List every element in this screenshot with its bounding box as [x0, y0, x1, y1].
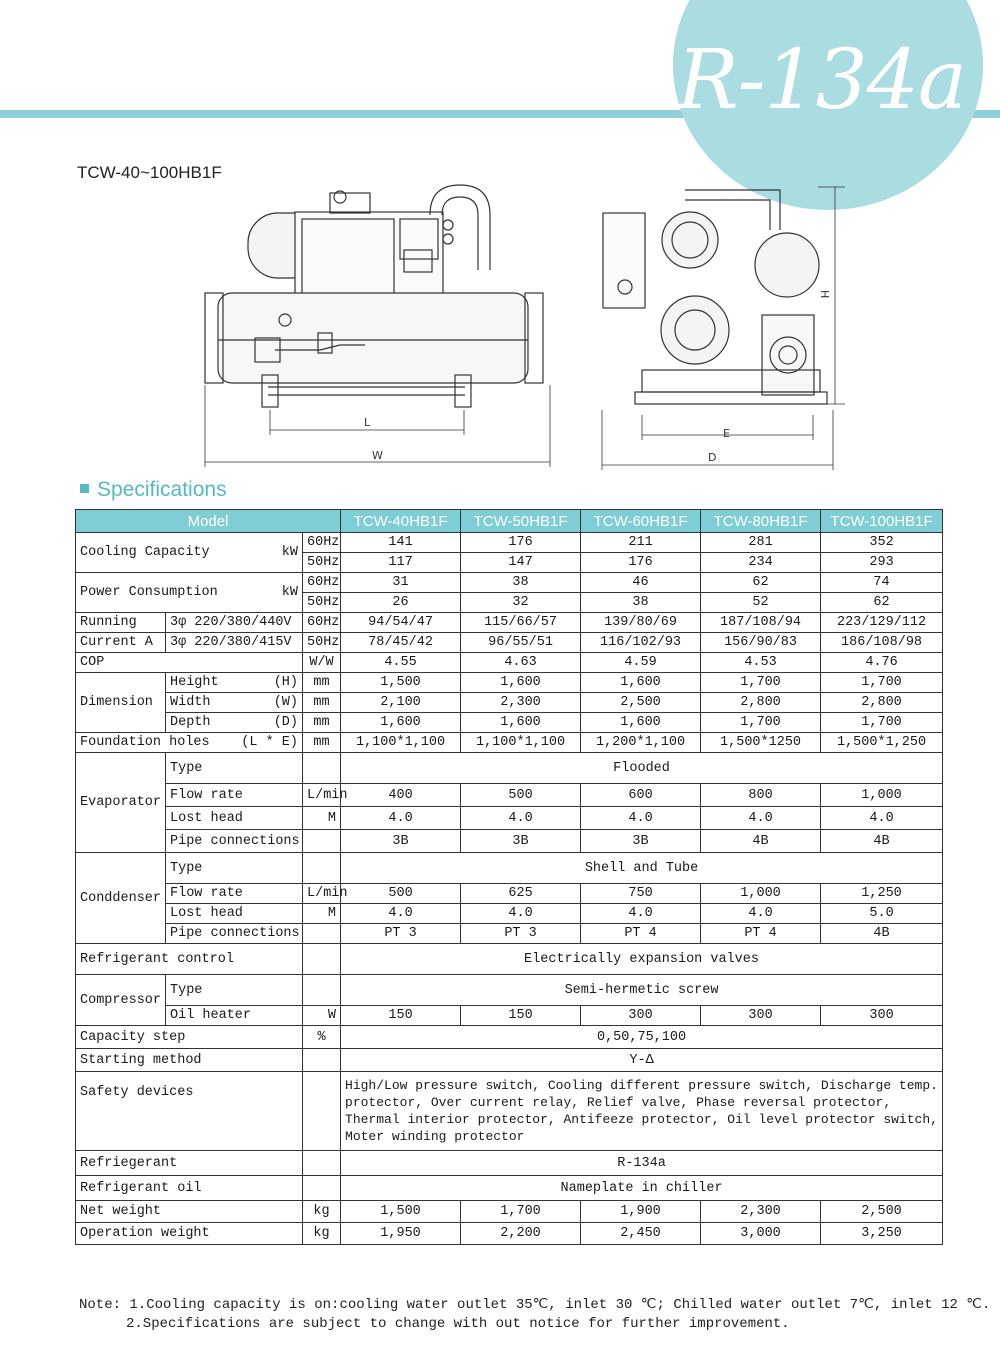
value-cell: 4.63 [461, 653, 581, 673]
unit-cell [303, 853, 341, 884]
value-cell: 1,600 [461, 673, 581, 693]
footnotes [79, 1296, 990, 1334]
value-cell: 141 [341, 533, 461, 553]
table-row [76, 784, 943, 807]
specifications-table [75, 509, 943, 1245]
sub-label: Type [166, 753, 303, 784]
table-row [76, 853, 943, 884]
value-cell: 4.0 [461, 807, 581, 830]
dim-label-h: H [818, 290, 831, 299]
value-cell: 4.59 [581, 653, 701, 673]
value-cell: 4.0 [581, 807, 701, 830]
value-cell: 3,250 [821, 1223, 943, 1245]
value-cell: 1,500 [341, 673, 461, 693]
value-cell: 3,000 [701, 1223, 821, 1245]
value-cell: 1,250 [821, 884, 943, 904]
table-row [76, 1006, 943, 1026]
value-cell: 26 [341, 593, 461, 613]
sub-label: Depth (D) [166, 713, 303, 733]
model-header-cell: TCW-100HB1F [821, 510, 943, 533]
model-header-cell: TCW-50HB1F [461, 510, 581, 533]
row-label: Dimension [76, 673, 166, 733]
value-cell: 500 [461, 784, 581, 807]
value-cell: 115/66/57 [461, 613, 581, 633]
value-cell: 1,600 [341, 713, 461, 733]
value-cell: 1,500*1250 [701, 733, 821, 753]
table-row [76, 1151, 943, 1176]
table-row [76, 884, 943, 904]
frequency-cell: 50Hz [303, 553, 341, 573]
voltage-cell: 3φ 220/380/440V [166, 613, 303, 633]
unit-cell: W/W [303, 653, 341, 673]
merged-value-cell: 0,50,75,100 [341, 1026, 943, 1049]
value-cell: 1,950 [341, 1223, 461, 1245]
value-cell: 2,100 [341, 693, 461, 713]
value-cell: 156/90/83 [701, 633, 821, 653]
value-cell: 3B [581, 830, 701, 853]
value-cell: 94/54/47 [341, 613, 461, 633]
value-cell: PT 3 [341, 924, 461, 944]
unit-cell: L/min [303, 784, 341, 807]
row-label: Compressor [76, 975, 166, 1026]
sub-label: Oil heater [166, 1006, 303, 1026]
row-label: Refriegerant [76, 1151, 303, 1176]
value-cell: 211 [581, 533, 701, 553]
unit-cell: mm [303, 713, 341, 733]
sub-label: Type [166, 975, 303, 1006]
bullet-square-icon [80, 484, 89, 493]
unit-cell: mm [303, 693, 341, 713]
value-cell: 3B [341, 830, 461, 853]
series-title: TCW-40~100HB1F [77, 163, 222, 182]
merged-value-cell: Semi-hermetic screw [341, 975, 943, 1006]
value-cell: 96/55/51 [461, 633, 581, 653]
value-cell: 4.0 [701, 807, 821, 830]
value-cell: 38 [581, 593, 701, 613]
value-cell: 1,200*1,100 [581, 733, 701, 753]
table-row [76, 924, 943, 944]
value-cell: PT 3 [461, 924, 581, 944]
value-cell: 1,500*1,250 [821, 733, 943, 753]
unit-cell [303, 1151, 341, 1176]
unit-cell: M [303, 807, 341, 830]
value-cell: 52 [701, 593, 821, 613]
frequency-cell: 50Hz [303, 593, 341, 613]
value-cell: 2,800 [701, 693, 821, 713]
sub-label: Height (H) [166, 673, 303, 693]
value-cell: 223/129/112 [821, 613, 943, 633]
row-label: Refrigerant control [76, 944, 303, 975]
value-cell: 2,500 [581, 693, 701, 713]
value-cell: 2,300 [461, 693, 581, 713]
value-cell: 2,800 [821, 693, 943, 713]
value-cell: PT 4 [701, 924, 821, 944]
value-cell: 4.0 [341, 904, 461, 924]
row-label: Cooling Capacity kW [76, 533, 303, 573]
value-cell: 1,500 [341, 1201, 461, 1223]
value-cell: 4.0 [341, 807, 461, 830]
row-label: Running [76, 613, 166, 633]
unit-cell: M [303, 904, 341, 924]
dim-label-d: D [708, 451, 717, 464]
safety-devices-text: High/Low pressure switch, Cooling different pressure switch, Discharge temp. protector, Over current relay, Relief valve, Phase reversal protector, Thermal interior protector, Antifeeze protector, Oil level protector switch, Moter winding protector [341, 1072, 943, 1151]
unit-cell: mm [303, 733, 341, 753]
value-cell: 1,700 [701, 673, 821, 693]
unit-cell: kg [303, 1201, 341, 1223]
value-cell: 1,100*1,100 [461, 733, 581, 753]
voltage-cell: 3φ 220/380/415V [166, 633, 303, 653]
table-row [76, 573, 943, 593]
table-row [76, 673, 943, 693]
unit-cell [303, 753, 341, 784]
unit-cell [303, 1176, 341, 1201]
row-label: Refrigerant oil [76, 1176, 303, 1201]
value-cell: 4B [701, 830, 821, 853]
dim-label-l: L [364, 416, 371, 429]
row-label: Net weight [76, 1201, 303, 1223]
value-cell: 4.0 [461, 904, 581, 924]
value-cell: 116/102/93 [581, 633, 701, 653]
value-cell: 750 [581, 884, 701, 904]
frequency-cell: 50Hz [303, 633, 341, 653]
frequency-cell: 60Hz [303, 573, 341, 593]
dim-label-e: E [723, 427, 730, 440]
table-row [76, 713, 943, 733]
value-cell: 600 [581, 784, 701, 807]
value-cell: 1,700 [461, 1201, 581, 1223]
value-cell: 1,100*1,100 [341, 733, 461, 753]
model-header-cell: TCW-80HB1F [701, 510, 821, 533]
value-cell: 4.0 [701, 904, 821, 924]
value-cell: 78/45/42 [341, 633, 461, 653]
unit-cell [303, 924, 341, 944]
table-row [76, 807, 943, 830]
frequency-cell: 60Hz [303, 533, 341, 553]
value-cell: 4.53 [701, 653, 821, 673]
table-row [76, 904, 943, 924]
table-row [76, 1176, 943, 1201]
value-cell: 300 [701, 1006, 821, 1026]
model-header-cell: TCW-60HB1F [581, 510, 701, 533]
value-cell: 38 [461, 573, 581, 593]
value-cell: 46 [581, 573, 701, 593]
value-cell: 4.55 [341, 653, 461, 673]
value-cell: 1,700 [701, 713, 821, 733]
note-line-1: Note: 1.Cooling capacity is on:cooling water outlet 35℃, inlet 30 ℃; Chilled water outlet 7℃, inlet 12 ℃. [79, 1297, 991, 1313]
frequency-cell: 60Hz [303, 613, 341, 633]
value-cell: 281 [701, 533, 821, 553]
merged-value-cell: Flooded [341, 753, 943, 784]
merged-value-cell: Shell and Tube [341, 853, 943, 884]
value-cell: 187/108/94 [701, 613, 821, 633]
value-cell: 4.0 [821, 807, 943, 830]
sub-label: Pipe connections [166, 830, 303, 853]
model-header-cell: TCW-40HB1F [341, 510, 461, 533]
row-label: Operation weight [76, 1223, 303, 1245]
row-label: Power Consumption kW [76, 573, 303, 613]
table-row [76, 653, 943, 673]
table-row [76, 533, 943, 553]
row-label: Capacity step [76, 1026, 303, 1049]
front-view [205, 185, 550, 467]
chiller-drawing [190, 175, 850, 475]
value-cell: 1,600 [581, 673, 701, 693]
sub-label: Pipe connections [166, 924, 303, 944]
value-cell: 2,450 [581, 1223, 701, 1245]
value-cell: 176 [461, 533, 581, 553]
unit-cell [303, 830, 341, 853]
value-cell: 234 [701, 553, 821, 573]
merged-value-cell: Electrically expansion valves [341, 944, 943, 975]
table-row [76, 1072, 943, 1151]
row-label: COP [76, 653, 303, 673]
value-cell: 1,000 [701, 884, 821, 904]
merged-value-cell: R-134a [341, 1151, 943, 1176]
value-cell: 1,700 [821, 713, 943, 733]
value-cell: 2,200 [461, 1223, 581, 1245]
row-label: Evaporator [76, 753, 166, 853]
unit-cell [303, 1072, 341, 1151]
value-cell: 4.0 [581, 904, 701, 924]
sub-label: Type [166, 853, 303, 884]
value-cell: 4.76 [821, 653, 943, 673]
value-cell: 1,600 [461, 713, 581, 733]
unit-cell: mm [303, 673, 341, 693]
table-row [76, 753, 943, 784]
value-cell: 800 [701, 784, 821, 807]
table-row [76, 693, 943, 713]
value-cell: 147 [461, 553, 581, 573]
unit-cell: L/min [303, 884, 341, 904]
value-cell: 32 [461, 593, 581, 613]
sub-label: Flow rate [166, 784, 303, 807]
sub-label: Width (W) [166, 693, 303, 713]
value-cell: 150 [461, 1006, 581, 1026]
unit-cell [303, 1049, 341, 1072]
value-cell: 1,600 [581, 713, 701, 733]
unit-cell: W [303, 1006, 341, 1026]
sub-label: Lost head [166, 904, 303, 924]
note-line-2: 2.Specifications are subject to change with out notice for further improvement. [126, 1316, 790, 1332]
value-cell: 625 [461, 884, 581, 904]
value-cell: 4B [821, 830, 943, 853]
row-label: Safety devices [76, 1072, 303, 1151]
value-cell: 31 [341, 573, 461, 593]
row-label: Conddenser [76, 853, 166, 944]
row-label: Current A [76, 633, 166, 653]
model-header: Model [76, 510, 341, 533]
row-label: Starting method [76, 1049, 303, 1072]
value-cell: 1,900 [581, 1201, 701, 1223]
value-cell: 3B [461, 830, 581, 853]
unit-cell: kg [303, 1223, 341, 1245]
value-cell: 62 [821, 593, 943, 613]
value-cell: 117 [341, 553, 461, 573]
table-row [76, 1026, 943, 1049]
table-row [76, 830, 943, 853]
value-cell: 1,000 [821, 784, 943, 807]
sub-label: Lost head [166, 807, 303, 830]
dim-label-w: W [372, 449, 383, 462]
value-cell: 1,700 [821, 673, 943, 693]
refrigerant-badge: R-134a [677, 33, 966, 128]
table-row [76, 613, 943, 633]
sub-label: Flow rate [166, 884, 303, 904]
value-cell: 74 [821, 573, 943, 593]
table-row [76, 633, 943, 653]
value-cell: 62 [701, 573, 821, 593]
table-row [76, 944, 943, 975]
table-row [76, 1049, 943, 1072]
merged-value-cell: Y-Δ [341, 1049, 943, 1072]
value-cell: 139/80/69 [581, 613, 701, 633]
value-cell: PT 4 [581, 924, 701, 944]
table-row [76, 975, 943, 1006]
table-row [76, 733, 943, 753]
table-row [76, 1201, 943, 1223]
specifications-title: Specifications [97, 478, 227, 501]
value-cell: 300 [821, 1006, 943, 1026]
value-cell: 186/108/98 [821, 633, 943, 653]
value-cell: 150 [341, 1006, 461, 1026]
value-cell: 4B [821, 924, 943, 944]
value-cell: 2,500 [821, 1201, 943, 1223]
value-cell: 293 [821, 553, 943, 573]
value-cell: 176 [581, 553, 701, 573]
value-cell: 2,300 [701, 1201, 821, 1223]
value-cell: 5.0 [821, 904, 943, 924]
row-label: Foundation holes (L * E) [76, 733, 303, 753]
table-header-row [76, 510, 943, 533]
unit-cell [303, 975, 341, 1006]
unit-cell [303, 944, 341, 975]
table-row [76, 1223, 943, 1245]
value-cell: 500 [341, 884, 461, 904]
specifications-heading [80, 478, 227, 502]
value-cell: 400 [341, 784, 461, 807]
merged-value-cell: Nameplate in chiller [341, 1176, 943, 1201]
value-cell: 300 [581, 1006, 701, 1026]
unit-cell: % [303, 1026, 341, 1049]
value-cell: 352 [821, 533, 943, 553]
